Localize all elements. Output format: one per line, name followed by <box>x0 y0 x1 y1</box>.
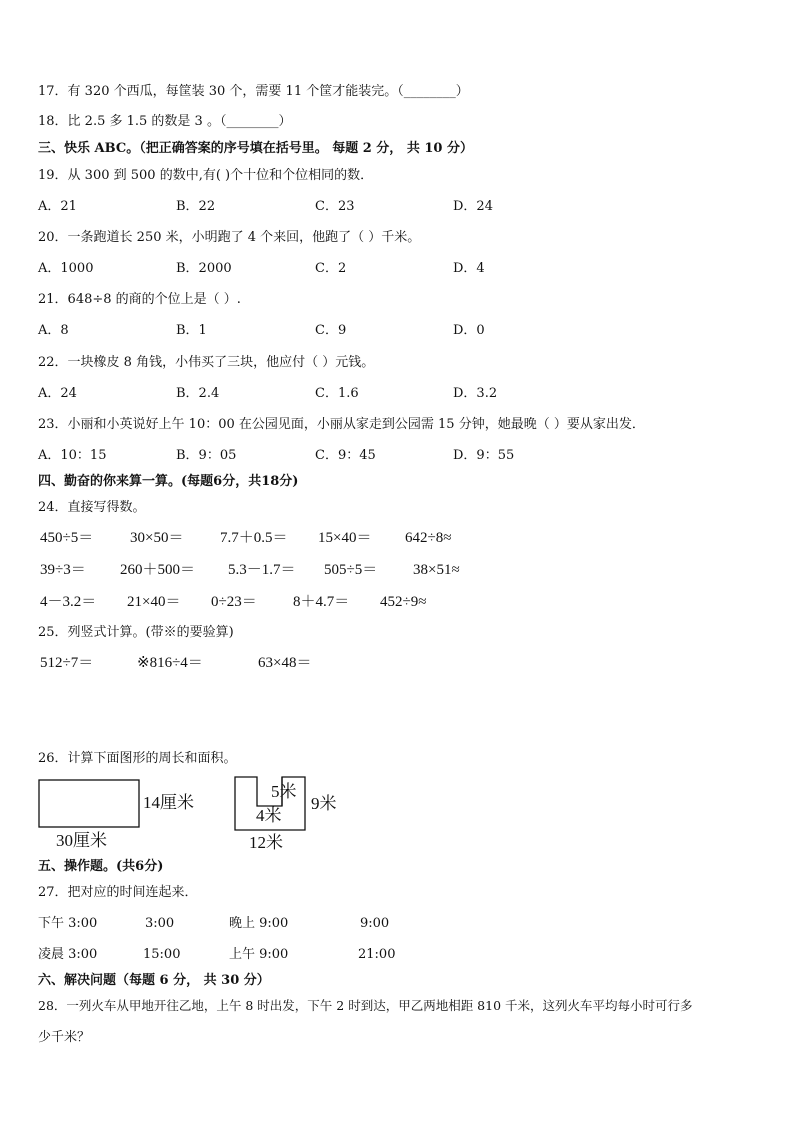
question-28-line-1: 28．一列火车从甲地开往乙地，上午 8 时出发，下午 2 时到达，甲乙两地相距 810 千米，这列火车平均每小时可行多 <box>38 998 693 1013</box>
question-27-stem: 27．把对应的时间连起来． <box>38 885 198 900</box>
question-17: 17．有 320 个西瓜，每筐装 30 个，需要 11 个筐才能装完。（________） <box>38 84 469 99</box>
question-20-option-c: C．2 <box>315 261 347 276</box>
calc-item: 15×40＝ <box>318 530 372 546</box>
rect-height-label: 14厘米 <box>143 793 194 812</box>
rect-width-label: 30厘米 <box>56 831 107 850</box>
question-20-option-a: A．1000 <box>38 261 94 276</box>
calc-item: 39÷3＝ <box>40 562 86 578</box>
shape-top-label: 5米 <box>271 782 297 801</box>
section-5-heading: 五、操作题。(共6分) <box>38 859 164 874</box>
question-20-option-d: D．4 <box>453 261 485 276</box>
shape-width-label: 12米 <box>249 833 283 852</box>
question-18: 18．比 2.5 多 1.5 的数是 3 。（________） <box>38 114 292 129</box>
section-4-heading: 四、勤奋的你来算一算。(每题6分，共18分) <box>38 474 299 489</box>
question-21-option-c: C．9 <box>315 323 347 338</box>
calc-item: 450÷5＝ <box>40 530 94 546</box>
question-21-option-d: D．0 <box>453 323 485 338</box>
calc-item: 8＋4.7＝ <box>293 594 350 610</box>
question-22-option-b: B．2.4 <box>176 386 220 401</box>
calc-item: 38×51≈ <box>413 562 460 578</box>
question-21-option-a: A．8 <box>38 323 69 338</box>
question-22-option-a: A．24 <box>38 386 77 401</box>
question-24-stem: 24．直接写得数。 <box>38 500 146 515</box>
section-3-heading: 三、快乐 ABC。（把正确答案的序号填在括号里。 每题 2 分， 共 10 分） <box>38 141 473 156</box>
question-23-option-c: C．9：45 <box>315 448 376 463</box>
question-28-line-2: 少千米？ <box>38 1030 91 1045</box>
shape-inner-label: 4米 <box>256 806 282 825</box>
question-23-option-b: B．9：05 <box>176 448 237 463</box>
rectangle-figure <box>39 780 139 827</box>
time-item: 凌晨 3:00 <box>38 947 98 962</box>
vertical-calc-item: 512÷7＝ <box>40 655 94 671</box>
calc-item: 5.3－1.7＝ <box>228 562 296 578</box>
vertical-calc-item: 63×48＝ <box>258 655 312 671</box>
question-22-option-d: D．3.2 <box>453 386 498 401</box>
question-21-option-b: B．1 <box>176 323 207 338</box>
vertical-calc-item: ※816÷4＝ <box>137 655 203 671</box>
calc-item: 642÷8≈ <box>405 530 452 546</box>
time-item: 晚上 9:00 <box>229 916 289 931</box>
question-19-option-a: A．21 <box>38 199 77 214</box>
calc-item: 452÷9≈ <box>380 594 427 610</box>
question-22-stem: 22．一块橡皮 8 角钱，小伟买了三块，他应付（ ）元钱。 <box>38 355 375 370</box>
question-19-option-d: D．24 <box>453 199 493 214</box>
time-item: 15:00 <box>143 947 181 962</box>
calc-item: 0÷23＝ <box>211 594 257 610</box>
time-item: 9:00 <box>360 916 390 931</box>
calc-item: 4－3.2＝ <box>40 594 97 610</box>
question-26-stem: 26．计算下面图形的周长和面积。 <box>38 751 237 766</box>
calc-item: 7.7＋0.5＝ <box>220 530 288 546</box>
question-21-stem: 21．648÷8 的商的个位上是（ ）. <box>38 292 241 307</box>
question-23-option-a: A．10：15 <box>38 448 107 463</box>
time-item: 21:00 <box>358 947 396 962</box>
shape-height-label: 9米 <box>311 794 337 813</box>
question-19-option-c: C．23 <box>315 199 355 214</box>
calc-item: 21×40＝ <box>127 594 181 610</box>
question-22-option-c: C．1.6 <box>315 386 359 401</box>
time-item: 3:00 <box>145 916 175 931</box>
question-20-option-b: B．2000 <box>176 261 232 276</box>
question-19-stem: 19．从 300 到 500 的数中,有( )个十位和个位相同的数． <box>38 168 374 183</box>
question-23-stem: 23．小丽和小英说好上午 10：00 在公园见面，小丽从家走到公园需 15 分钟，她最晚（ ）要从家出发． <box>38 417 645 432</box>
question-19-option-b: B．22 <box>176 199 216 214</box>
time-item: 上午 9:00 <box>229 947 289 962</box>
section-6-heading: 六、解决问题（每题 6 分， 共 30 分） <box>38 973 270 988</box>
question-23-option-d: D．9：55 <box>453 448 515 463</box>
question-20-stem: 20．一条跑道长 250 米，小明跑了 4 个来回，他跑了（ ）千米。 <box>38 230 421 245</box>
time-item: 下午 3:00 <box>38 916 98 931</box>
calc-item: 505÷5＝ <box>324 562 378 578</box>
calc-item: 30×50＝ <box>130 530 184 546</box>
question-25-stem: 25．列竖式计算。(带※的要验算) <box>38 625 234 640</box>
calc-item: 260＋500＝ <box>120 562 196 578</box>
